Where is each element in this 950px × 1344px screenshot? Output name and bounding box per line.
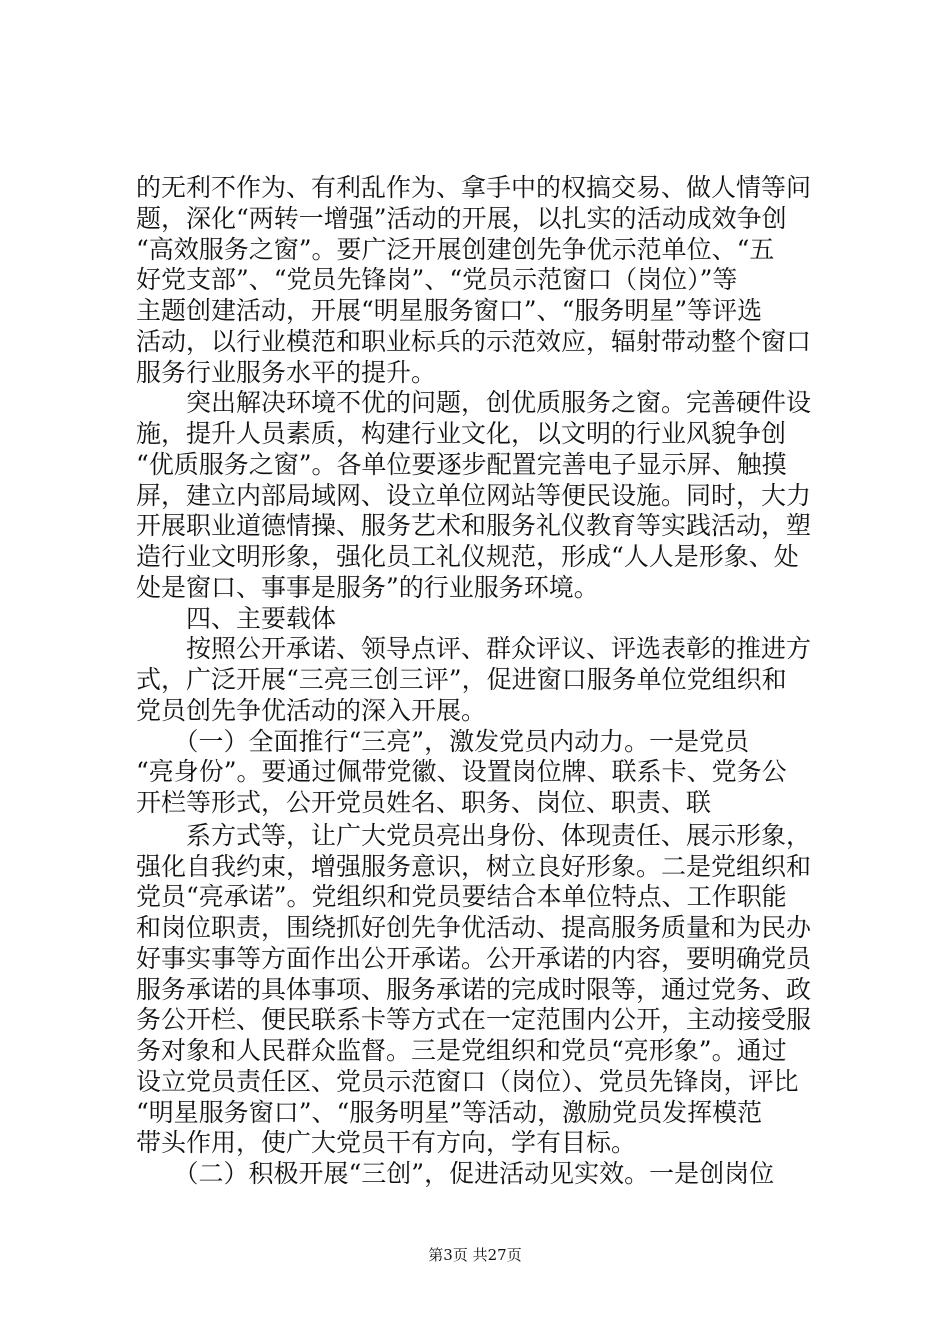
text-line: 按照公开承诺、领导点评、群众评议、评选表彰的推进方 — [136, 634, 812, 663]
text-line: 党员创先争优活动的深入开展。 — [136, 696, 487, 725]
text-line: “亮身份”。要通过佩带党徽、设置岗位牌、联系卡、党务公 — [136, 757, 787, 786]
page-number-footer: 第3页 共27页 — [428, 1246, 522, 1264]
text-line: 服务承诺的具体事项、服务承诺的完成时限等，通过党务、政 — [136, 975, 812, 1004]
text-line: 施，提升人员素质，构建行业文化，以文明的行业风貌争创 — [136, 419, 787, 448]
text-line: （一）全面推行“三亮”，激发党员内动力。一是党员 — [136, 727, 750, 756]
text-line: 服务行业服务水平的提升。 — [136, 358, 437, 387]
text-line: 主题创建活动，开展“明星服务窗口”、“服务明星”等评选 — [136, 296, 763, 325]
text-line: 好事实事等方面作出公开承诺。公开承诺的内容，要明确党员 — [136, 944, 812, 973]
section-heading: 四、主要载体 — [136, 604, 337, 633]
text-line: 式，广泛开展“三亮三创三评”，促进窗口服务单位党组织和 — [136, 665, 787, 694]
text-line: 设立党员责任区、党员示范窗口（岗位）、党员先锋岗，评比 — [136, 1067, 799, 1096]
text-line: 处是窗口、事事是服务”的行业服务环境。 — [136, 573, 599, 602]
text-line: 强化自我约束，增强服务意识，树立良好形象。二是党组织和 — [136, 852, 812, 881]
text-line: 好党支部”、“党员先锋岗”、“党员示范窗口（岗位）”等 — [136, 265, 738, 294]
text-line: 屏，建立内部局域网、设立单位网站等便民设施。同时，大力 — [136, 481, 812, 510]
text-line: 开展职业道德情操、服务艺术和服务礼仪教育等实践活动，塑 — [136, 511, 812, 540]
text-line: 造行业文明形象，强化员工礼仪规范，形成“人人是形象、处 — [136, 542, 799, 571]
text-line: “优质服务之窗”。各单位要逐步配置完善电子显示屏、触摸 — [136, 450, 787, 479]
text-line: 务公开栏、便民联系卡等方式在一定范围内公开，主动接受服 — [136, 1005, 812, 1034]
text-line: “高效服务之窗”。要广泛开展创建创先争优示范单位、“五 — [136, 235, 775, 264]
text-line: 系方式等，让广大党员亮出身份、体现责任、展示形象， — [136, 821, 812, 850]
text-line: 党员“亮承诺”。党组织和党员要结合本单位特点、工作职能 — [136, 882, 787, 911]
text-line: 开栏等形式，公开党员姓名、职务、岗位、职责、联 — [136, 788, 712, 817]
text-line: 务对象和人民群众监督。三是党组织和党员“亮形象”。通过 — [136, 1036, 787, 1065]
text-line: 题，深化“两转一增强”活动的开展，以扎实的活动成效争创 — [136, 204, 787, 233]
text-line: （二）积极开展“三创”，促进活动见实效。一是创岗位 — [136, 1159, 775, 1188]
text-line: 的无利不作为、有利乱作为、拿手中的权搞交易、做人情等问 — [136, 173, 812, 202]
text-line: 突出解决环境不优的问题，创优质服务之窗。完善硬件设 — [136, 388, 812, 417]
text-line: “明星服务窗口”、“服务明星”等活动，激励党员发挥模范 — [136, 1098, 763, 1127]
text-line: 和岗位职责，围绕抓好创先争优活动、提高服务质量和为民办 — [136, 913, 812, 942]
text-line: 活动，以行业模范和职业标兵的示范效应，辐射带动整个窗口 — [136, 327, 812, 356]
text-line: 带头作用，使广大党员干有方向，学有目标。 — [136, 1128, 637, 1157]
